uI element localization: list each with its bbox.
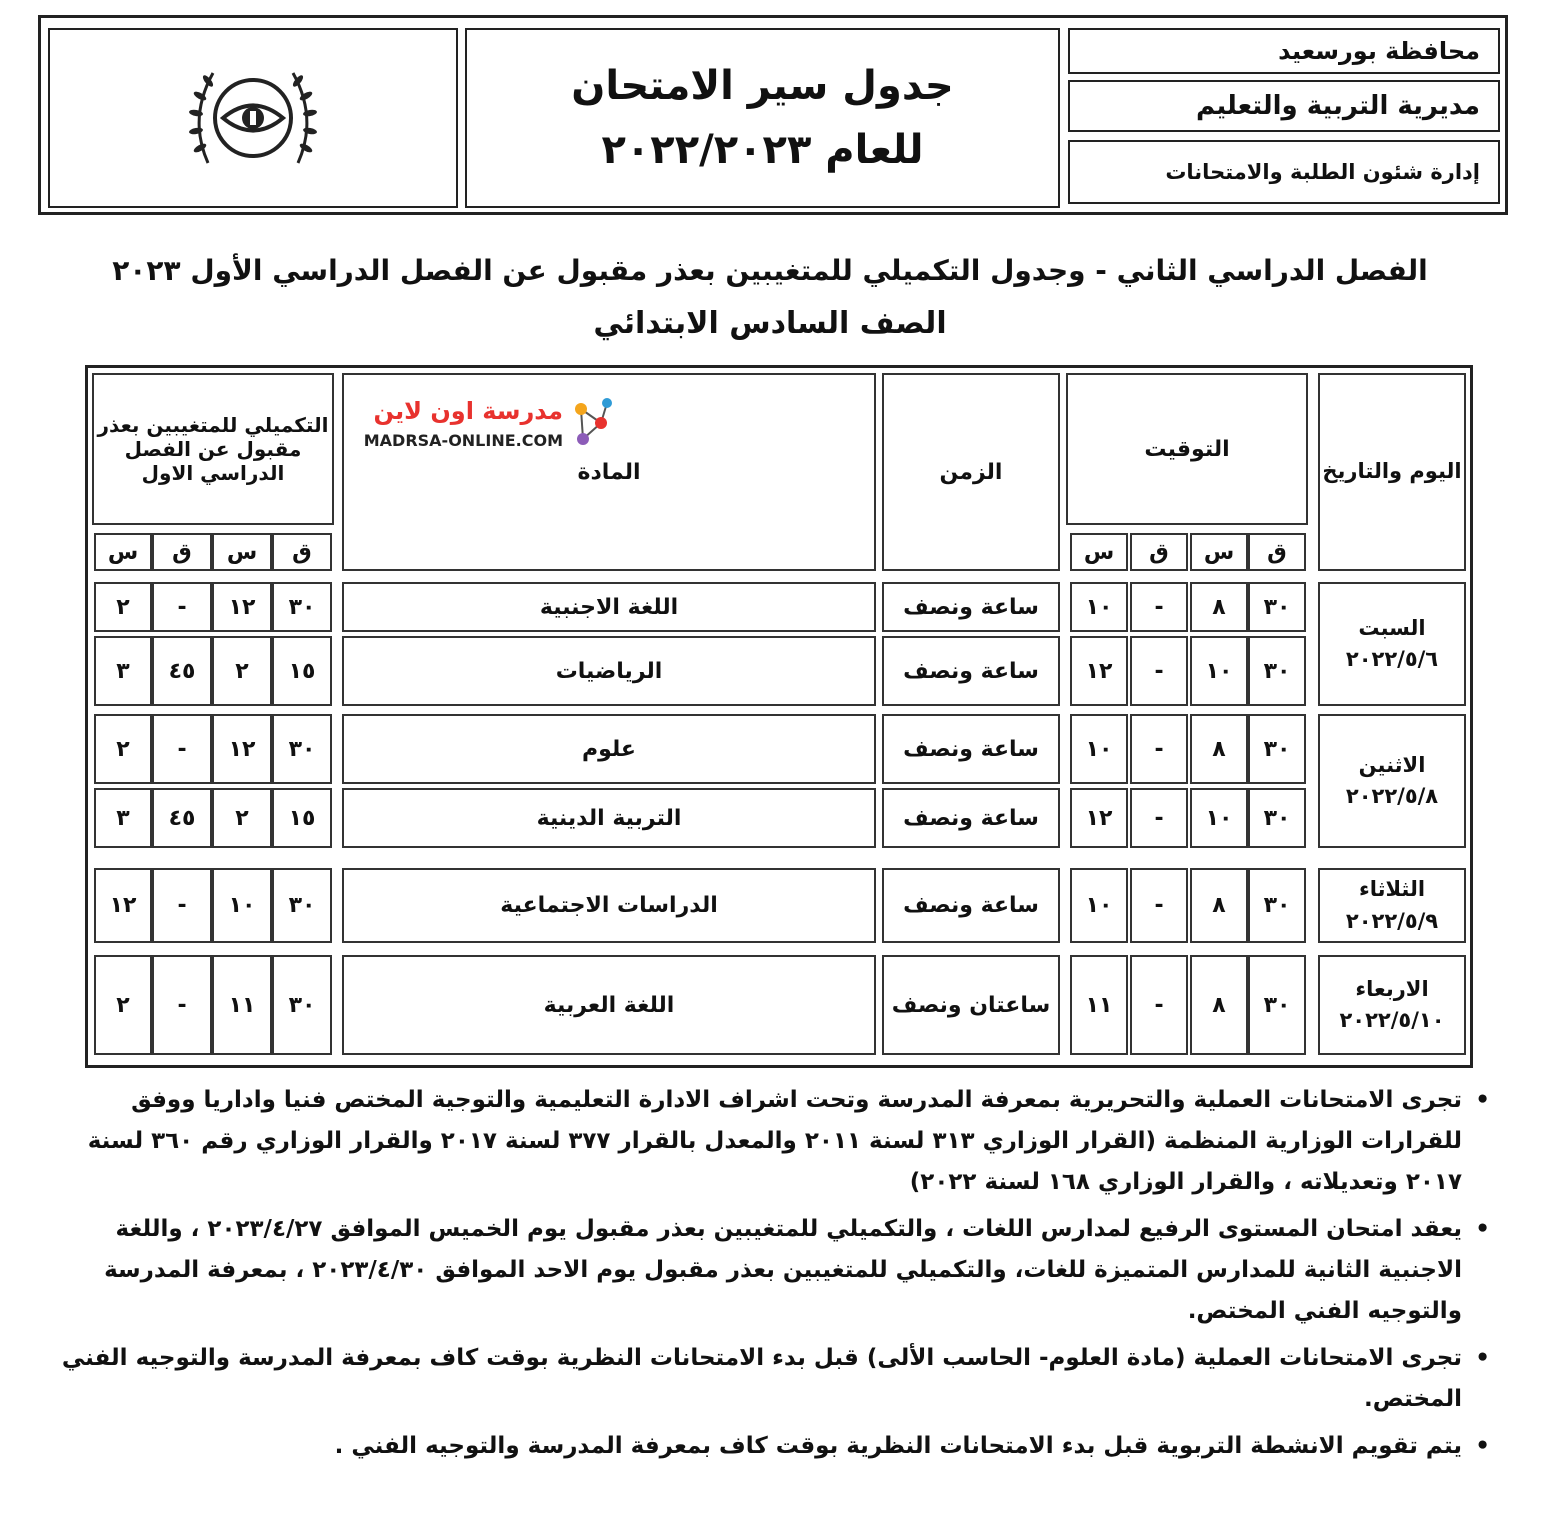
notes-list: [60, 1080, 1490, 1472]
timing-cell: ٨: [1190, 582, 1248, 632]
note-text: يعقد امتحان المستوى الرفيع لمدارس اللغات ، والتكميلي للمتغيبين بعذر مقبول يوم الخميس الموافق ٢٠٢٣/٤/٢٧ ، واللغة الاجنبية الثانية للمدارس المتميزة للغات، والتكميلي للمتغيبين بعذر مقبول يوم الاحد الموافق ٢٠٢٣/٤/٣٠ ، بمعرفة المدرسة والتوجيه الفني المختص.: [104, 1215, 1462, 1324]
header-timing-sub: س: [1070, 533, 1128, 571]
day-name: السبت: [1358, 615, 1426, 640]
duration-cell: ساعتان ونصف: [882, 955, 1060, 1055]
subject-cell: اللغة الاجنبية: [342, 582, 876, 632]
network-logo-icon: [567, 395, 615, 455]
makeup-cell: ٣: [94, 636, 152, 706]
timing-cell: ٨: [1190, 714, 1248, 784]
makeup-cell: ١١: [212, 955, 272, 1055]
exam-title: [465, 28, 1060, 208]
subject-cell: اللغة العربية: [342, 955, 876, 1055]
title-line-2: للعام ٢٠٢٢/٢٠٢٣: [601, 127, 924, 173]
note-item: [60, 1080, 1490, 1203]
bullet-icon: •: [1475, 1432, 1490, 1459]
timing-cell: ٣٠: [1248, 868, 1306, 943]
header-makeup-sub: ق: [272, 533, 332, 571]
makeup-cell: ١٢: [94, 868, 152, 943]
day-date-cell: [1318, 714, 1466, 848]
makeup-cell: ٣٠: [272, 582, 332, 632]
makeup-cell: ٢: [212, 788, 272, 848]
duration-cell: ساعة ونصف: [882, 636, 1060, 706]
eye-emblem-icon: [178, 53, 328, 183]
day-name: الاربعاء: [1355, 976, 1429, 1001]
makeup-cell: ١٥: [272, 636, 332, 706]
header-subject: المادة: [342, 373, 876, 571]
header-day-date: اليوم والتاريخ: [1318, 373, 1466, 571]
timing-cell: ١٢: [1070, 788, 1128, 848]
header-makeup: التكميلي للمتغيبين بعذر مقبول عن الفصل الدراسي الاول: [92, 373, 334, 525]
title-line-1: جدول سير الامتحان: [571, 63, 954, 109]
governorate-label: محافظة بورسعيد: [1068, 28, 1500, 74]
timing-cell: ١٠: [1190, 636, 1248, 706]
timing-cell: -: [1130, 868, 1188, 943]
timing-cell: ٣٠: [1248, 955, 1306, 1055]
makeup-cell: ٢: [94, 714, 152, 784]
timing-cell: -: [1130, 788, 1188, 848]
timing-cell: ١٠: [1190, 788, 1248, 848]
timing-cell: ٣٠: [1248, 582, 1306, 632]
timing-cell: -: [1130, 582, 1188, 632]
header-timing: التوقيت: [1066, 373, 1308, 525]
makeup-cell: ١٢: [212, 714, 272, 784]
logo-box: [48, 28, 458, 208]
header-makeup-sub: س: [212, 533, 272, 571]
subject-cell: علوم: [342, 714, 876, 784]
makeup-cell: ٣٠: [272, 955, 332, 1055]
makeup-cell: ٣٠: [272, 714, 332, 784]
exam-date: ٢٠٢٢/٥/١٠: [1339, 1008, 1445, 1032]
timing-cell: ١١: [1070, 955, 1128, 1055]
madrsa-online-watermark: [355, 395, 615, 465]
bullet-icon: •: [1475, 1215, 1490, 1242]
semester-heading: الفصل الدراسي الثاني - وجدول التكميلي للمتغيبين بعذر مقبول عن الفصل الدراسي الأول ٢٠٢٣: [112, 254, 1428, 287]
makeup-cell: ٤٥: [152, 788, 212, 848]
makeup-cell: ١٥: [272, 788, 332, 848]
makeup-cell: -: [152, 868, 212, 943]
makeup-cell: ١٢: [212, 582, 272, 632]
duration-cell: ساعة ونصف: [882, 714, 1060, 784]
bullet-icon: •: [1475, 1344, 1490, 1371]
subject-cell: الدراسات الاجتماعية: [342, 868, 876, 943]
grade-heading: الصف السادس الابتدائي: [593, 306, 947, 341]
makeup-cell: ٢: [94, 955, 152, 1055]
duration-cell: ساعة ونصف: [882, 868, 1060, 943]
subject-cell: الرياضيات: [342, 636, 876, 706]
watermark-latin: MADRSA-ONLINE.COM: [363, 431, 563, 450]
bullet-icon: •: [1475, 1087, 1490, 1113]
timing-cell: -: [1130, 714, 1188, 784]
makeup-cell: -: [152, 955, 212, 1055]
duration-cell: ساعة ونصف: [882, 788, 1060, 848]
day-date-cell: [1318, 582, 1466, 706]
day-name: الاثنين: [1358, 752, 1426, 777]
makeup-cell: ٢: [212, 636, 272, 706]
makeup-cell: ٢: [94, 582, 152, 632]
timing-cell: -: [1130, 636, 1188, 706]
note-text: يتم تقويم الانشطة التربوية قبل بدء الامتحانات النظرية بوقت كاف بمعرفة المدرسة والتوجيه الفني .: [334, 1432, 1462, 1459]
makeup-cell: ٣٠: [272, 868, 332, 943]
watermark-arabic: مدرسة اون لاين: [373, 397, 563, 425]
timing-cell: ١٢: [1070, 636, 1128, 706]
day-date-cell: [1318, 868, 1466, 943]
note-text: تجرى الامتحانات العملية (مادة العلوم- الحاسب الألى) قبل بدء الامتحانات النظرية بوقت كاف بمعرفة المدرسة والتوجيه الفني المختص.: [61, 1344, 1462, 1412]
subject-cell: التربية الدينية: [342, 788, 876, 848]
timing-cell: ٨: [1190, 955, 1248, 1055]
header-makeup-sub: س: [94, 533, 152, 571]
duration-cell: ساعة ونصف: [882, 582, 1060, 632]
header-timing-sub: ق: [1130, 533, 1188, 571]
makeup-cell: ٤٥: [152, 636, 212, 706]
header-duration: الزمن: [882, 373, 1060, 571]
exam-date: ٢٠٢٢/٥/٩: [1345, 908, 1439, 933]
timing-cell: ٣٠: [1248, 636, 1306, 706]
header-timing-sub: س: [1190, 533, 1248, 571]
timing-cell: -: [1130, 955, 1188, 1055]
directorate-label: مديرية التربية والتعليم: [1068, 80, 1500, 132]
makeup-cell: ٣: [94, 788, 152, 848]
day-date-cell: [1318, 955, 1466, 1055]
exam-date: ٢٠٢٢/٥/٨: [1345, 784, 1439, 808]
day-name: الثلاثاء: [1358, 877, 1426, 901]
makeup-cell: ١٠: [212, 868, 272, 943]
department-label: إدارة شئون الطلبة والامتحانات: [1068, 140, 1500, 204]
timing-cell: ٣٠: [1248, 788, 1306, 848]
makeup-cell: -: [152, 582, 212, 632]
timing-cell: ١٠: [1070, 868, 1128, 943]
timing-cell: ١٠: [1070, 714, 1128, 784]
header-timing-sub: ق: [1248, 533, 1306, 571]
note-text: تجرى الامتحانات العملية والتحريرية بمعرفة المدرسة وتحت اشراف الادارة التعليمية والتوجية المختص فنيا واداريا ووفق للقرارات الوزارية المنظمة (القرار الوزاري ٣١٣ لسنة ٢٠١١ والمعدل بالقرار ٣٧٧ لسنة ٢٠١٧ والقرار الوزاري رقم ٣٦٠ لسنة ٢٠١٧ وتعديلاته ، والقرار الوزاري ١٦٨ لسنة ٢٠٢٢): [87, 1087, 1462, 1195]
makeup-cell: -: [152, 714, 212, 784]
note-item: [60, 1338, 1490, 1420]
exam-date: ٢٠٢٢/٥/٦: [1345, 647, 1439, 671]
header-makeup-sub: ق: [152, 533, 212, 571]
note-item: [60, 1426, 1490, 1467]
note-item: [60, 1209, 1490, 1332]
timing-cell: ٨: [1190, 868, 1248, 943]
timing-cell: ٣٠: [1248, 714, 1306, 784]
timing-cell: ١٠: [1070, 582, 1128, 632]
